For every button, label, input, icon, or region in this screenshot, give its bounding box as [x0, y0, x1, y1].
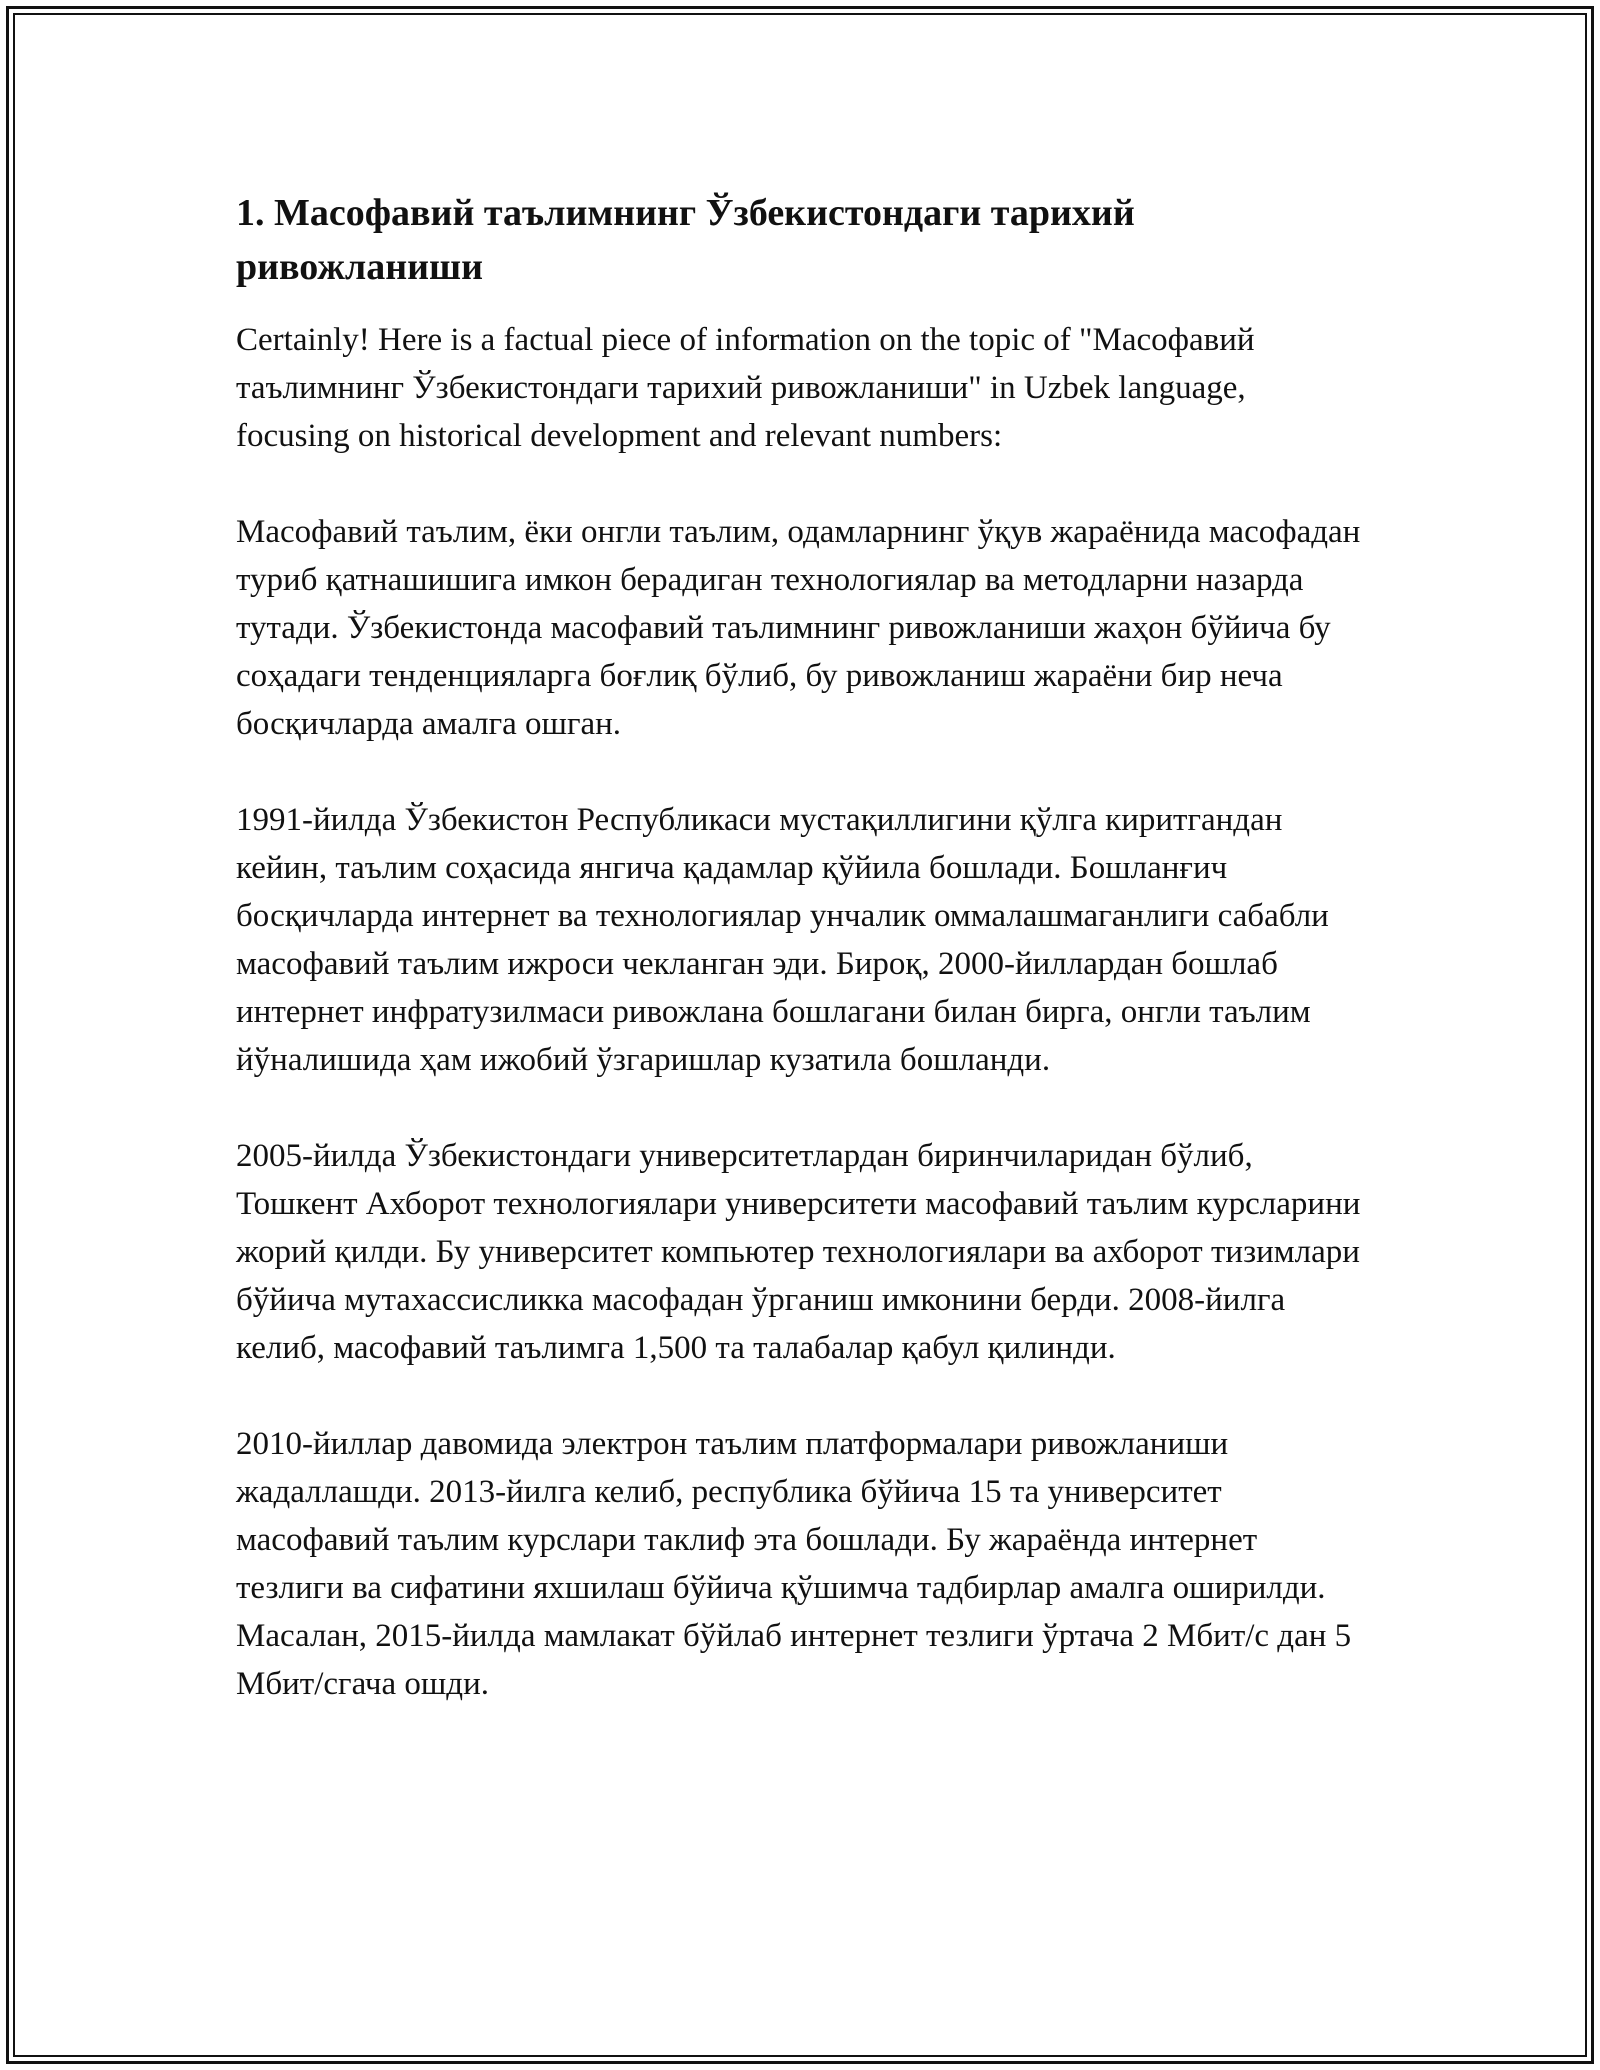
paragraph-2005: 2005-йилда Ўзбекистондаги университетлардан биринчиларидан бўлиб, Тошкент Ахборот технологиялари университети масофавий таълим курсларини жорий қилди. Бу университет компьютер технологиялари ва ахборот тизимлари бўйича мутахассисликка масофадан ўрганиш имконини берди. 2008-йилга келиб, масофавий таълимга 1,500 та талабалар қабул қилинди. — [236, 1138, 1361, 1366]
document-title: 1. Масофавий таълимнинг Ўзбекистондаги тарихий ривожланиши — [236, 192, 1135, 288]
paragraph-1991: 1991-йилда Ўзбекистон Республикаси мустақиллигини қўлга киритгандан кейин, таълим соҳасида янгича қадамлар қўйила бошлади. Бошланғич босқичларда интернет ва технологиялар унчалик оммалашмаганлиги сабабли масофавий таълим ижроси чекланган эди. Бироқ, 2000-йиллардан бошлаб интернет инфратузилмаси ривожлана бошлагани билан бирга, онгли таълим йўналишида ҳам ижобий ўзгаришлар кузатила бошланди. — [236, 802, 1329, 1078]
paragraph-definition: Масофавий таълим, ёки онгли таълим, одамларнинг ўқув жараёнида масофадан туриб қатнашишига имкон берадиган технологиялар ва методларни назарда тутади. Ўзбекистонда масофавий таълимнинг ривожланиши жаҳон бўйича бу соҳадаги тенденцияларга боғлиқ бўлиб, бу ривожланиш жараёни бир неча босқичларда амалга ошган. — [236, 514, 1361, 742]
paragraph-intro: Certainly! Here is a factual piece of information on the topic of "Масофавий таълимнинг Ўзбекистондаги тарихий ривожланиши" in Uzbek language, focusing on historical development and relevant numbers: — [236, 322, 1255, 454]
document-body — [236, 186, 1366, 1708]
paragraph-2010: 2010-йиллар давомида электрон таълим платформалари ривожланиши жадаллашди. 2013-йилга келиб, республика бўйича 15 та университет масофавий таълим курслари таклиф эта бошлади. Бу жараёнда интернет тезлиги ва сифатини яхшилаш бўйича қўшимча тадбирлар амалга оширилди. Масалан, 2015-йилда мамлакат бўйлаб интернет тезлиги ўртача 2 Мбит/с дан 5 Мбит/сгача ошди. — [236, 1426, 1352, 1702]
